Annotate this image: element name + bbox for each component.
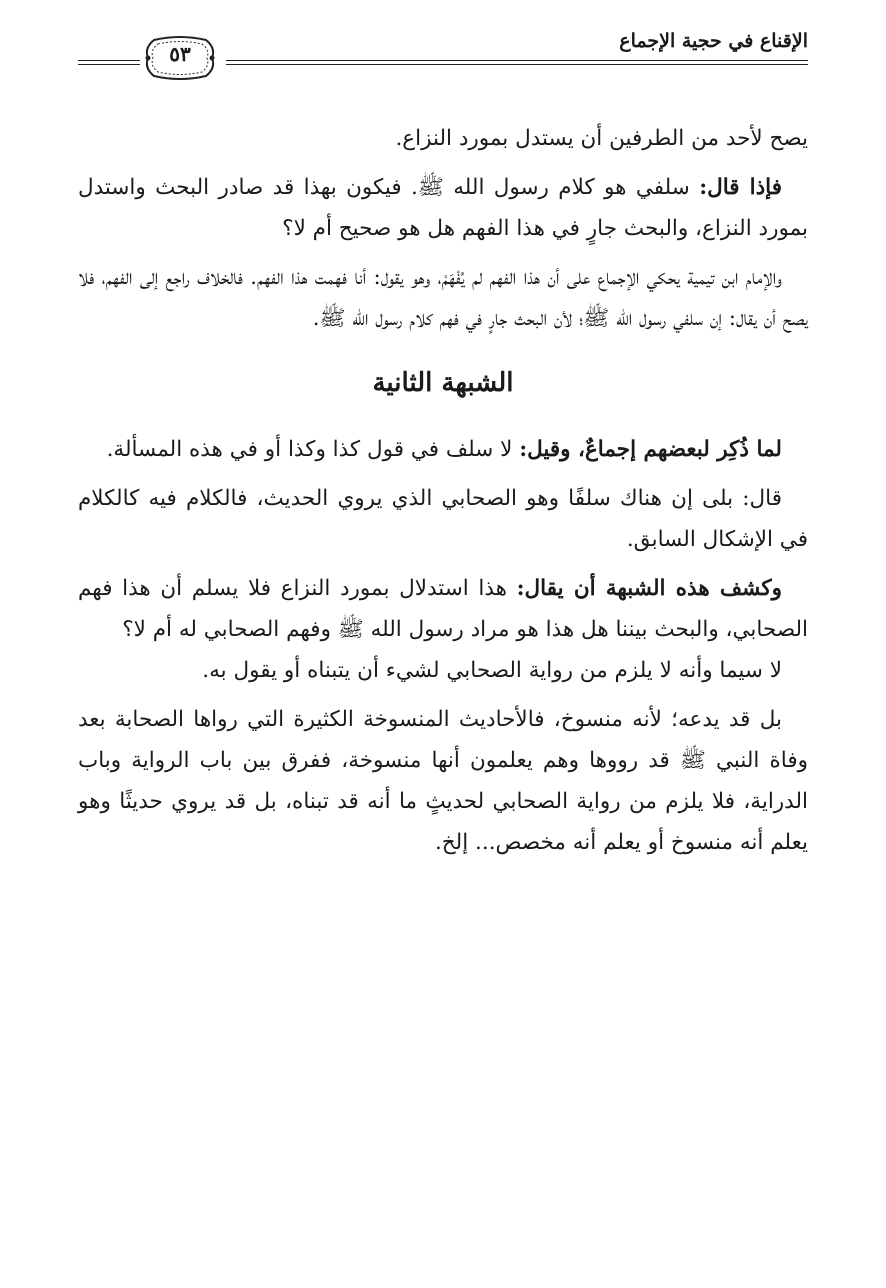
paragraph-7: لا سيما وأنه لا يلزم من رواية الصحابي لشيء أن يتبناه أو يقول به. (202, 658, 782, 683)
paragraph-8: بل قد يدعه؛ لأنه منسوخ، فالأحاديث المنسوخة الكثيرة التي رواها الصحابة بعد وفاة النبي ﷺ قد رووها وهم يعلمون أنها منسوخة، ففرق بين باب الرواية وباب الدراية، فلا يلزم من رواية الصحابي لحديثٍ ما أنه قد تبناه، بل قد يروي حديثًا وهو يعلم أنه منسوخ أو يعلم أنه مخصص... إلخ. (78, 707, 809, 855)
paragraph-4-text: لا سلف في قول كذا وكذا أو في هذه المسألة. (106, 437, 520, 462)
header-rule-left-secondary (78, 64, 140, 65)
running-header-title: الإقناع في حجية الإجماع (619, 30, 808, 52)
page-body (78, 118, 808, 863)
paragraph-2-lead: فإذا قال: (699, 175, 782, 200)
paragraph-3: والإمام ابن تيمية يحكي الإجماع على أن هذا الفهم لم يُفْهَمْ، وهو يقول: أنا فهمت هذا الفهم. فالخلاف راجع إلى الفهم، فلا يصح أن يقال: إن سلفي رسول الله ﷺ؛ لأن البحث جارٍ في فهم كلام رسول الله ﷺ. (78, 265, 808, 331)
page-number: ٥٣ (169, 42, 191, 66)
header-rule (226, 60, 808, 61)
section-heading: الشبهة الثانية (372, 368, 514, 398)
paragraph-6-lead: وكشف هذه الشبهة أن يقال: (516, 576, 782, 601)
paragraph-4-lead: لما ذُكِر لبعضهم إجماعٌ، وقيل: (519, 437, 782, 462)
header-rule-left (78, 60, 140, 61)
paragraph-4 (78, 429, 808, 470)
paragraph-6-text: هذا استدلال بمورد النزاع فلا يسلم أن هذا فهم الصحابي، والبحث بيننا هل هذا هو مراد رسول الله ﷺ وفهم الصحابي له أم لا؟ (78, 576, 808, 642)
paragraph-6 (78, 568, 808, 650)
paragraph-1: يصح لأحد من الطرفين أن يستدل بمورد النزاع. (395, 126, 808, 151)
header-rule-secondary (226, 64, 808, 65)
paragraph-2-text: سلفي هو كلام رسول الله ﷺ. فيكون بهذا قد صادر البحث واستدل بمورد النزاع، والبحث جارٍ في هذا الفهم هل هو صحيح أم لا؟ (78, 175, 808, 241)
paragraph-2 (78, 167, 808, 249)
paragraph-5: قال: بلى إن هناك سلفًا وهو الصحابي الذي يروي الحديث، فالكلام فيه كالكلام في الإشكال السابق. (78, 486, 808, 552)
